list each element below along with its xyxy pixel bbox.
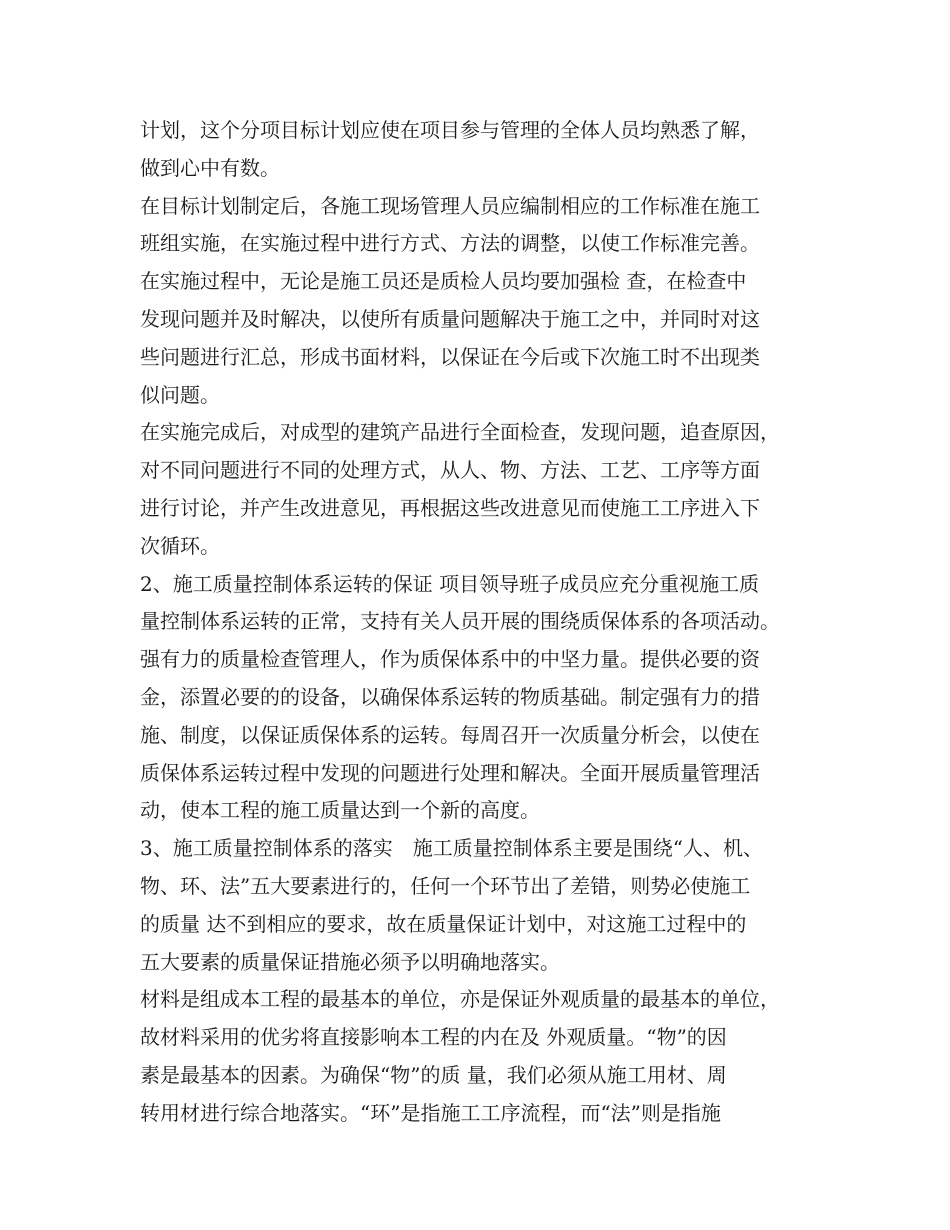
text-line: 在目标计划制定后，各施工现场管理人员应编制相应的工作标准在施工 (140, 193, 760, 218)
text-line: 材料是组成本工程的最基本的单位，亦是保证外观质量的最基本的单位， (140, 987, 780, 1012)
text-line: 的质量 达不到相应的要求，故在质量保证计划中，对这施工过程中的 (140, 911, 747, 936)
text-line: 故材料采用的优劣将直接影响本工程的内在及 外观质量。“物”的因 (140, 1025, 727, 1050)
text-line: 强有力的质量检查管理人，作为质保体系中的中坚力量。提供必要的资 (140, 647, 760, 672)
text-line: 2、施工质量控制体系运转的保证 项目领导班子成员应充分重视施工质 (140, 571, 760, 596)
text-line: 3、施工质量控制体系的落实 施工质量控制体系主要是围绕“人、机、 (140, 836, 763, 861)
text-line: 素是最基本的因素。为确保“物”的质 量，我们必须从施工用材、周 (140, 1062, 727, 1087)
body-text (140, 112, 840, 1133)
text-line: 量控制体系运转的正常，支持有关人员开展的围绕质保体系的各项活动。 (140, 609, 780, 634)
text-line: 班组实施，在实施过程中进行方式、方法的调整，以使工作标准完善。 (140, 231, 760, 256)
text-line: 似问题。 (140, 382, 220, 407)
text-line: 进行讨论，并产生改进意见，再根据这些改进意见而使施工工序进入下 (140, 495, 760, 520)
text-line: 金，添置必要的的设备，以确保体系运转的物质基础。制定强有力的措 (140, 684, 760, 709)
text-line: 发现问题并及时解决，以使所有质量问题解决于施工之中，并同时对这 (140, 306, 760, 331)
text-line: 次循环。 (140, 533, 220, 558)
text-line: 转用材进行综合地落实。“环”是指施工工序流程，而“法”则是指施 (140, 1100, 721, 1125)
text-line: 施、制度，以保证质保体系的运转。每周召开一次质量分析会，以使在 (140, 722, 760, 747)
text-line: 些问题进行汇总，形成书面材料，以保证在今后或下次施工时不出现类 (140, 344, 760, 369)
text-line: 质保体系运转过程中发现的问题进行处理和解决。全面开展质量管理活 (140, 760, 760, 785)
text-line: 物、环、法”五大要素进行的，任何一个环节出了差错，则势必使施工 (140, 873, 751, 898)
text-line: 五大要素的质量保证措施必须予以明确地落实。 (140, 949, 560, 974)
text-line: 在实施完成后，对成型的建筑产品进行全面检查，发现问题，追查原因， (140, 420, 780, 445)
text-line: 做到心中有数。 (140, 155, 280, 180)
text-line: 计划，这个分项目标计划应使在项目参与管理的全体人员均熟悉了解， (140, 118, 760, 142)
text-line: 对不同问题进行不同的处理方式，从人、物、方法、工艺、工序等方面 (140, 458, 760, 483)
text-line: 动，使本工程的施工质量达到一个新的高度。 (140, 798, 540, 823)
text-line: 在实施过程中，无论是施工员还是质检人员均要加强检 查，在检查中 (140, 269, 747, 294)
